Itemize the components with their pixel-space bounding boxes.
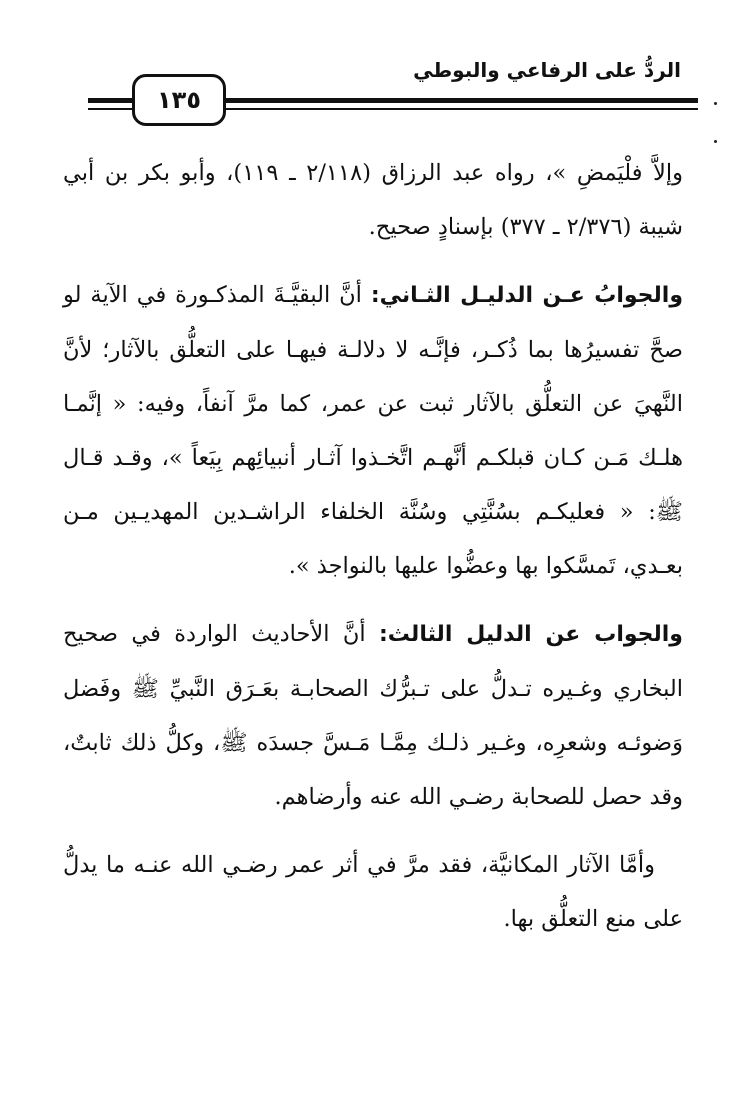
running-title: الردُّ على الرفاعي والبوطي [413,58,681,82]
paragraph-3-text: أنَّ الأحاديث الواردة في صحيح البخاري وغـيره تـدلُّ على تـبرُّك الصحابـة بعَـرَق النَّبيِّ ﷺ وفَضل وَضوئـه وشعرِه، وغـير ذلـك مِمَّـا مَـسَّ جسدَه ﷺ، وكلُّ ذلك ثابتٌ، وقد حصل للصحابة رضـي الله عنه وأرضاهم. [63,621,683,810]
paragraph-3-heading: والجواب عن الدليل الثالث: [378,622,683,647]
paragraph-4 [63,838,683,946]
margin-dot [714,140,717,143]
margin-dot [714,102,717,105]
paragraph-3 [63,607,683,824]
paragraph-4-text: وأمَّا الآثار المكانيَّة، فقد مرَّ في أثر عمر رضـي الله عنـه ما يدلُّ على منع التعلُّق بها. [63,852,683,932]
paragraph-2 [63,268,683,593]
paragraph-1-text: وإلاَّ فلْيَمضِ »، رواه عبد الرزاق (٢/١١٨ ـ ١١٩)، وأبو بكر بن أبي شيبة (٢/٣٧٦ ـ ٣٧٧) بإسنادٍ صحيح. [63,160,683,240]
paragraph-1 [63,146,683,254]
paragraph-2-text: أنَّ البقيَّـةَ المذكـورة في الآية لو صحَّ تفسيرُها بما ذُكـر، فإنَّـه لا دلالـة فيهـا على التعلُّق بالآثار؛ لأنَّ النَّهيَ عن التعلُّق بالآثار ثبت عن عمر، كما مرَّ آنفاً، وفيه: « إنَّمـا هلـك مَـن كـان قبلكـم أنَّهـم اتَّخـذوا آثـار أنبيائِهم بِيَعاً »، وقـد قـال ﷺ: « فعليكـم بسُنَّتِي وسُنَّة الخلفاء الراشـدين المهديـين مـن بعـدي، تَمسَّكوا بها وعضُّوا عليها بالنواجذ ». [63,282,683,579]
page-number: ١٣٥ [132,74,226,126]
paragraph-2-heading: والجوابُ عـن الدليـل الثـاني: [370,283,683,308]
page-body [63,146,683,946]
